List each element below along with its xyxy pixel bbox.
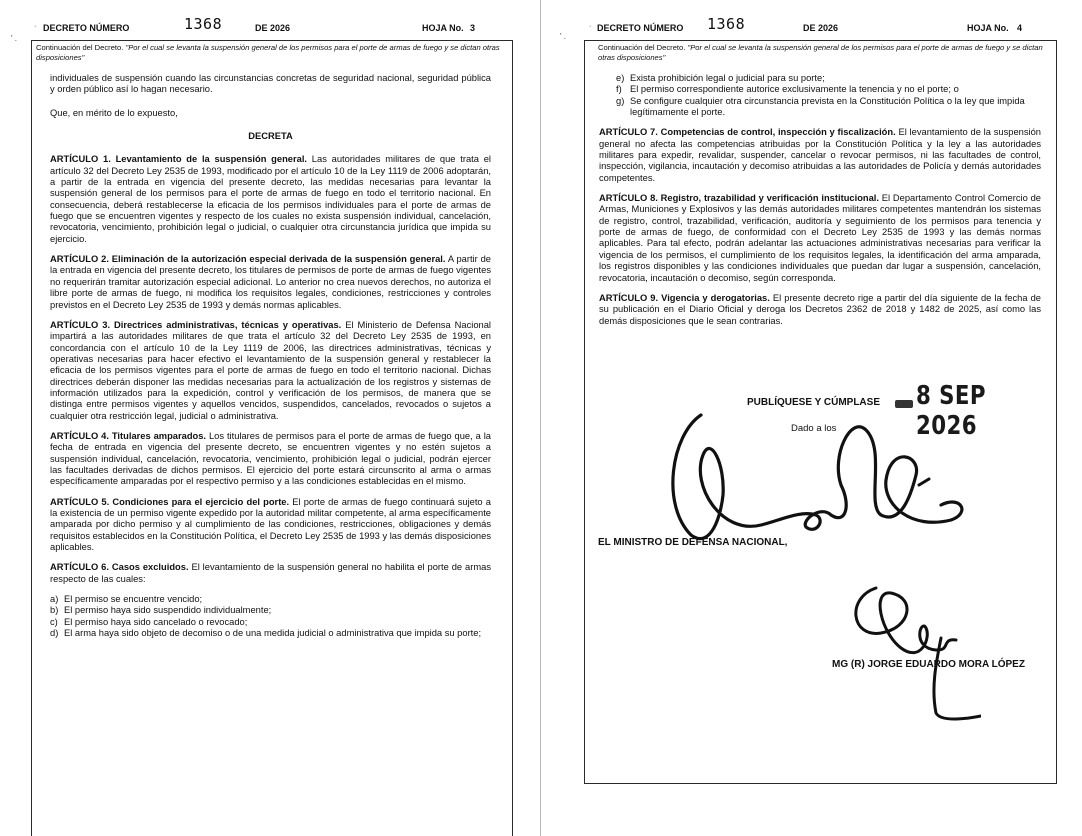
article-2: [50, 254, 491, 311]
article-7-heading: ARTÍCULO 7. Competencias de control, inspección y fiscalización.: [599, 127, 896, 138]
list-text: Exista prohibición legal o judicial para su porte;: [630, 73, 825, 83]
list-item: [50, 628, 491, 639]
article-9: [599, 293, 1041, 327]
minister-title: EL MINISTRO DE DEFENSA NACIONAL,: [598, 537, 788, 548]
list-item: [50, 605, 491, 616]
list-item: [50, 594, 491, 605]
article-7-text: El levantamiento de la suspensión general no afecta las competencias atribuidas por la Constitución Política y la ley a las autoridades militares para expedir, revalidar, suspender, cancelar o revocar permisos, ni las facultades de control, inspección, vigilancia, incautación y decomiso atribuidas a las autoridades de Policía y demás autoridades competentes.: [599, 127, 1041, 183]
excluded-cases-list: [50, 594, 491, 639]
minister-name-signature: [841, 578, 981, 728]
list-text: El permiso haya sido cancelado o revocado;: [64, 616, 248, 627]
header-year: DE 2026: [255, 23, 291, 33]
page-4-body: [599, 73, 1041, 327]
header-bullet: ·: [34, 23, 37, 30]
decreta-heading: DECRETA: [248, 131, 293, 142]
intro-paragraph: individuales de suspensión cuando las circunstancias concretas de seguridad nacional, seguridad pública y orden público así lo hagan necesario.: [50, 73, 491, 95]
list-text: Se configure cualquier otra circunstancia prevista en la Constitución Política o la ley que impida legítimamente el porte.: [630, 95, 1025, 118]
article-3-text: El Ministerio de Defensa Nacional impartirá a las autoridades militares de que trata el artículo 32 del Decreto Ley 2535 de 1993, en concordancia con el artículo 10 de la Ley 1119 de 2006, las directrices administrativas, técnicas y operativas necesarias para hacer efectivo el levantamiento de la suspensión general y restablecer la eficacia de los permisos vigentes para el porte de armas de fuego en todo el territorio nacional. Dichas directrices deberán disponer las medidas necesarias para la actualización de los registros y sistemas de información utilizados para la expedición, control y verificación de los permisos, de manera que se distinga entre permisos vigentes y aquellos vencidos, suspendidos, cancelados, revocados o sujetos a cualquier otra restricción legal, judicial o administrativa.: [50, 319, 491, 421]
list-letter: e): [616, 73, 625, 83]
list-letter: d): [50, 628, 59, 639]
article-9-text: El presente decreto rige a partir del día siguiente de la fecha de su publicación en el Diario Oficial y deroga los Decretos 2362 de 2018 y 1482 de 2025, así como las demás disposiciones que le sean contrarias.: [599, 292, 1041, 326]
article-5: [50, 497, 491, 554]
excluded-cases-list-continued: [599, 73, 1041, 118]
list-letter: b): [50, 605, 59, 616]
header-year: DE 2026: [803, 23, 839, 33]
publiquese-label: PUBLÍQUESE Y CÚMPLASE: [747, 397, 880, 408]
article-2-text: A partir de la entrada en vigencia del presente decreto, los titulares de permisos de porte de armas de fuego vigentes no requerirán tramitar autorización especial adicional. Lo anterior no crea nuevos derechos, no autoriza el libre porte de armas de fuego, ni modifica los requisitos legales, condiciones, restricciones y controles previstos en el Decreto Ley 2535 de 1993 y demás normas aplicables.: [50, 254, 491, 310]
list-letter: a): [50, 594, 59, 605]
list-item: [616, 96, 1041, 119]
header-decree-label: DECRETO NÚMERO: [43, 23, 130, 33]
header-sheet-label: HOJA No.: [967, 23, 1009, 33]
header-sheet-label: HOJA No.: [422, 23, 464, 33]
list-text: El permiso correspondiente autorice exclusivamente la tenencia y no el porte; o: [630, 84, 959, 95]
list-item: [616, 73, 1041, 84]
continuation-prefix: Continuación del Decreto.: [598, 43, 686, 52]
page-3-body: [50, 73, 491, 639]
list-item: [50, 617, 491, 628]
article-4: [50, 431, 491, 488]
list-letter: g): [616, 95, 625, 106]
article-6-text: El levantamiento de la suspensión general no habilita el porte de armas respecto de las cuales:: [50, 562, 492, 584]
header-decree-number: 1368: [184, 15, 223, 33]
decree-page-4: [541, 0, 1082, 836]
minister-signature-scribble: [651, 395, 971, 555]
header-bullet: ·: [589, 23, 592, 30]
list-item: [616, 84, 1041, 95]
list-text: El permiso se encuentre vencido;: [64, 594, 203, 605]
date-stamp: 8 SEP 2026: [916, 381, 986, 441]
list-letter: f): [616, 84, 622, 95]
margin-mark: ' .: [11, 34, 17, 43]
margin-mark: ' .: [560, 32, 566, 41]
article-3-heading: ARTÍCULO 3. Directrices administrativas, técnicas y operativas.: [50, 319, 342, 330]
article-6: [50, 562, 491, 585]
continuation-prefix: Continuación del Decreto.: [36, 43, 124, 52]
dado-label: Dado a los: [791, 423, 837, 434]
page-header: [34, 15, 508, 39]
page-header: [589, 15, 1057, 39]
continuation-title: "Por el cual se levanta la suspensión general de los permisos para el porte de armas de fuego y se dictan otras disposiciones": [36, 43, 500, 62]
header-sheet-number: 4: [1017, 23, 1023, 33]
article-4-heading: ARTÍCULO 4. Titulares amparados.: [50, 430, 207, 441]
continuation-note: [598, 43, 1048, 62]
article-8-heading: ARTÍCULO 8. Registro, trazabilidad y verificación institucional.: [599, 193, 879, 204]
article-5-text: El porte de armas de fuego continuará sujeto a la existencia de un permiso vigente expedido por la autoridad militar competente, al arma específicamente amparada por dicho permiso y al cumplimiento de las condiciones, restricciones, obligaciones y demás requisitos establecidos en la Constitución Política, el Decreto Ley 2535 de 1993 y las demás disposiciones aplicables.: [50, 496, 491, 553]
list-text: El permiso haya sido suspendido individualmente;: [64, 605, 272, 616]
article-7: [599, 127, 1041, 184]
list-letter: c): [50, 616, 58, 627]
header-sheet-number: 3: [470, 23, 476, 33]
header-decree-number: 1368: [707, 15, 746, 33]
whereas-paragraph: Que, en mérito de lo expuesto,: [50, 107, 178, 118]
article-2-heading: ARTÍCULO 2. Eliminación de la autorización especial derivada de la suspensión general.: [50, 254, 446, 265]
header-decree-label: DECRETO NÚMERO: [597, 23, 684, 33]
article-8: [599, 193, 1041, 284]
article-1-heading: ARTÍCULO 1. Levantamiento de la suspensión general.: [50, 154, 308, 165]
article-1-text: Las autoridades militares de que trata el artículo 32 del Decreto Ley 2535 de 1993, modificado por el artículo 10 de la Ley 1119 de 2006 adoptarán, a partir de la entrada en vigencia del presente decreto, las medidas necesarias para levantar la suspensión general de los permisos para el porte de armas de fuego en todo el territorio nacional. En consecuencia, deberá restablecerse la eficacia de los permisos individuales para el porte de armas de fuego que se encuentren vigentes y respecto de los cuales no exista suspensión individual, cancelación, revocatoria, vencimiento, prohibición legal o judicial, o cualquier otra circunstancia jurídica que impida su ejercicio.: [50, 154, 491, 244]
minister-name: MG (R) JORGE EDUARDO MORA LÓPEZ: [832, 659, 1025, 670]
continuation-title: "Por el cual se levanta la suspensión general de los permisos para el porte de armas de fuego y se dictan otras disposiciones": [598, 43, 1043, 62]
article-9-heading: ARTÍCULO 9. Vigencia y derogatorias.: [599, 292, 770, 303]
article-1: [50, 154, 491, 245]
article-5-heading: ARTÍCULO 5. Condiciones para el ejercicio del porte.: [50, 496, 290, 507]
article-4-text: Los titulares de permisos para el porte de armas de fuego que, a la fecha de entrada en vigencia del presente decreto, se encuentren vigentes y no estén sujetos a suspensión individual, cancelación, revocatoria, vencimiento, prohibición legal o judicial, podrán ejercer las facultades derivadas de dichos permisos. El ejercicio del porte estará circunscrito al arma o armas específicamente amparadas por el respectivo permiso y a las condiciones establecidas en el mismo.: [50, 430, 491, 487]
article-3: [50, 320, 491, 422]
article-8-text: El Departamento Control Comercio de Armas, Municiones y Explosivos y las demás autoridades militares competentes mantendrán los sistemas de registro, control, trazabilidad, verificación, auditoría y seguimiento de los permisos para tenencia y porte de armas de fuego, de conformidad con el Decreto Ley 2535 de 1993 y las demás normas aplicables. Para tal efecto, podrán adelantar las actuaciones administrativas necesarias para verificar la vigencia de los permisos, el cumplimiento de los requisitos legales, la identificación del arma amparada, los registros disponibles y las condiciones individuales que puedan dar lugar a suspensión, cancelación, revocatoria, incautación o decomiso, según corresponda.: [599, 193, 1041, 283]
continuation-note: [36, 43, 506, 62]
article-6-heading: ARTÍCULO 6. Casos excluidos.: [50, 562, 189, 573]
list-text: El arma haya sido objeto de decomiso o de una medida judicial o administrativa que impida su porte;: [64, 628, 482, 639]
